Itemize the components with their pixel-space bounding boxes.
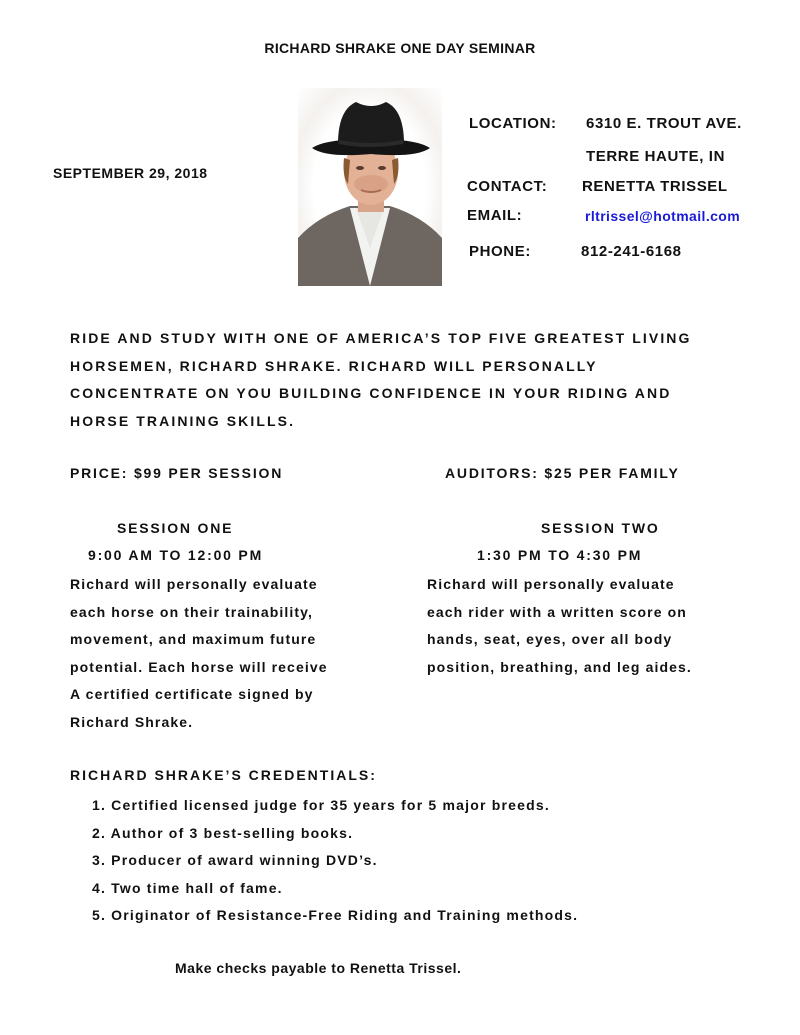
- contact-label: CONTACT:: [467, 178, 548, 195]
- session-two-title: SESSION TWO: [541, 520, 660, 536]
- phone-label: PHONE:: [469, 243, 531, 260]
- session-one-line: potential. Each horse will receive: [70, 658, 328, 675]
- intro-line: CONCENTRATE ON YOU BUILDING CONFIDENCE IN YOUR RIDING AND: [70, 385, 672, 401]
- page-title: RICHARD SHRAKE ONE DAY SEMINAR: [264, 40, 536, 56]
- credentials-heading: RICHARD SHRAKE’S CREDENTIALS:: [70, 767, 377, 783]
- session-one-line: A certified certificate signed by: [70, 686, 314, 702]
- email-label: EMAIL:: [467, 207, 523, 224]
- location-label: LOCATION:: [469, 115, 557, 132]
- intro-line: HORSEMEN, RICHARD SHRAKE. RICHARD WILL PERSONALLY: [70, 357, 598, 374]
- session-price: PRICE: $99 PER SESSION: [70, 465, 284, 481]
- credential-item: 5. Originator of Resistance-Free Riding and Training methods.: [92, 907, 579, 923]
- intro-line: RIDE AND STUDY WITH ONE OF AMERICA’S TOP FIVE GREATEST LIVING: [70, 330, 692, 346]
- session-one-time: 9:00 AM TO 12:00 PM: [88, 547, 264, 563]
- session-two-description: [427, 571, 692, 681]
- session-two-line: Richard will personally evaluate: [427, 576, 675, 592]
- session-one-description: [70, 571, 328, 736]
- seminar-date: SEPTEMBER 29, 2018: [53, 165, 208, 181]
- credential-item: 4. Two time hall of fame.: [92, 879, 283, 896]
- credential-item: 3. Producer of award winning DVD’s.: [92, 852, 378, 868]
- phone-value: 812-241-6168: [581, 243, 682, 260]
- contact-value: RENETTA TRISSEL: [582, 178, 728, 195]
- payment-note: Make checks payable to Renetta Trissel.: [175, 960, 462, 976]
- session-one-title: SESSION ONE: [117, 520, 234, 536]
- session-two-line: hands, seat, eyes, over all body: [427, 631, 673, 647]
- credential-item: 1. Certified licensed judge for 35 years for 5 major breeds.: [92, 797, 550, 813]
- credentials-list: [92, 792, 578, 930]
- session-one-line: Richard will personally evaluate: [70, 576, 318, 592]
- session-one-line: movement, and maximum future: [70, 631, 317, 647]
- location-line2: TERRE HAUTE, IN: [586, 148, 726, 165]
- credential-item: 2. Author of 3 best-selling books.: [92, 824, 354, 841]
- auditor-price: AUDITORS: $25 PER FAMILY: [445, 465, 680, 481]
- session-one-line: each horse on their trainability,: [70, 603, 313, 620]
- session-two-line: position, breathing, and leg aides.: [427, 658, 692, 675]
- location-line1: 6310 E. TROUT AVE.: [586, 115, 742, 132]
- session-two-line: each rider with a written score on: [427, 603, 687, 620]
- session-one-line: Richard Shrake.: [70, 713, 194, 730]
- portrait-illustration: [298, 88, 442, 286]
- intro-paragraph: [70, 325, 770, 435]
- email-link[interactable]: rltrissel@hotmail.com: [585, 208, 741, 224]
- richard-shrake-photo: [298, 88, 442, 286]
- intro-line: HORSE TRAINING SKILLS.: [70, 412, 296, 429]
- session-two-time: 1:30 PM TO 4:30 PM: [477, 547, 643, 563]
